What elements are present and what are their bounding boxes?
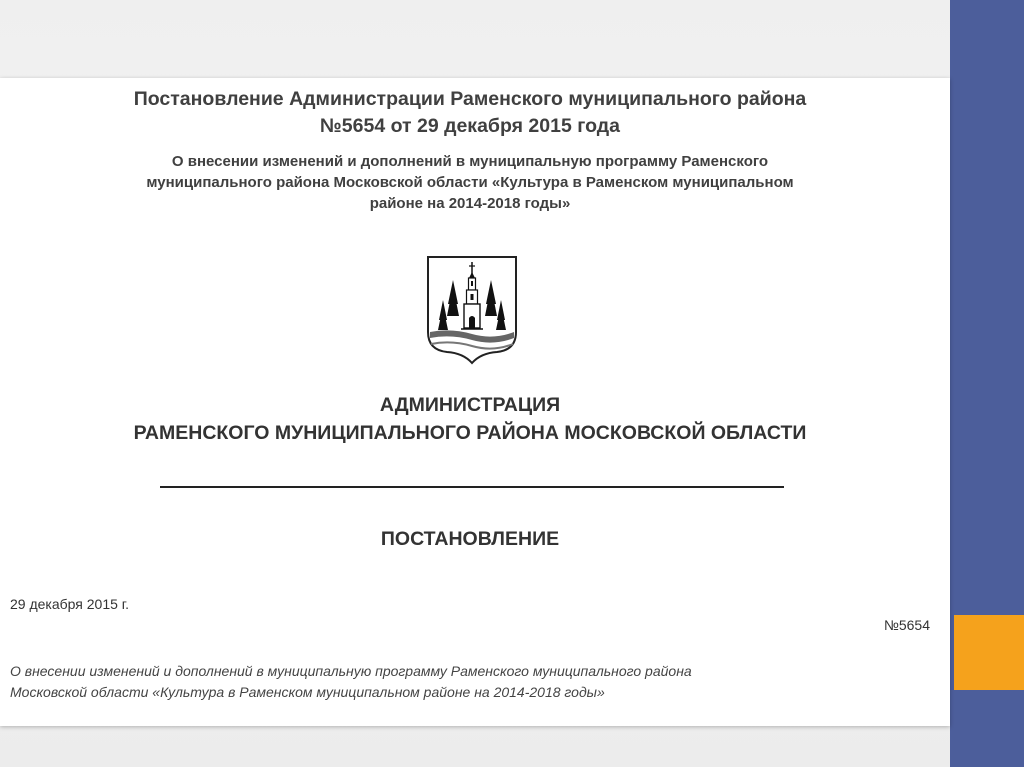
- subtitle-line: районе на 2014-2018 годы»: [369, 195, 571, 212]
- subtitle-line: О внесении изменений и дополнений в муниципальную программу Раменского: [171, 153, 769, 170]
- document-sheet: [0, 78, 950, 726]
- coat-of-arms-icon: [425, 254, 519, 366]
- organization-title: [0, 391, 940, 447]
- page-subtitle: [20, 151, 920, 214]
- document-number: №5654: [883, 617, 930, 633]
- organization-line: АДМИНИСТРАЦИЯ: [379, 394, 561, 416]
- page-title: [0, 86, 940, 140]
- title-line: Постановление Администрации Раменского муниципального района: [133, 88, 807, 110]
- title-line: №5654 от 29 декабря 2015 года: [320, 115, 620, 137]
- subject-line: Московской области «Культура в Раменском муниципальном районе на 2014-2018 годы»: [10, 684, 605, 700]
- divider: [160, 486, 784, 488]
- document-type: ПОСТАНОВЛЕНИЕ: [380, 528, 560, 550]
- accent-block: [954, 615, 1024, 690]
- subtitle-line: муниципального района Московской области «Культура в Раменском муниципальном: [146, 174, 794, 191]
- organization-line: РАМЕНСКОГО МУНИЦИПАЛЬНОГО РАЙОНА МОСКОВСКОЙ ОБЛАСТИ: [133, 422, 807, 444]
- document-subject: [10, 661, 928, 703]
- document-date: 29 декабря 2015 г.: [10, 596, 130, 612]
- subject-line: О внесении изменений и дополнений в муниципальную программу Раменского муниципального района: [10, 663, 692, 679]
